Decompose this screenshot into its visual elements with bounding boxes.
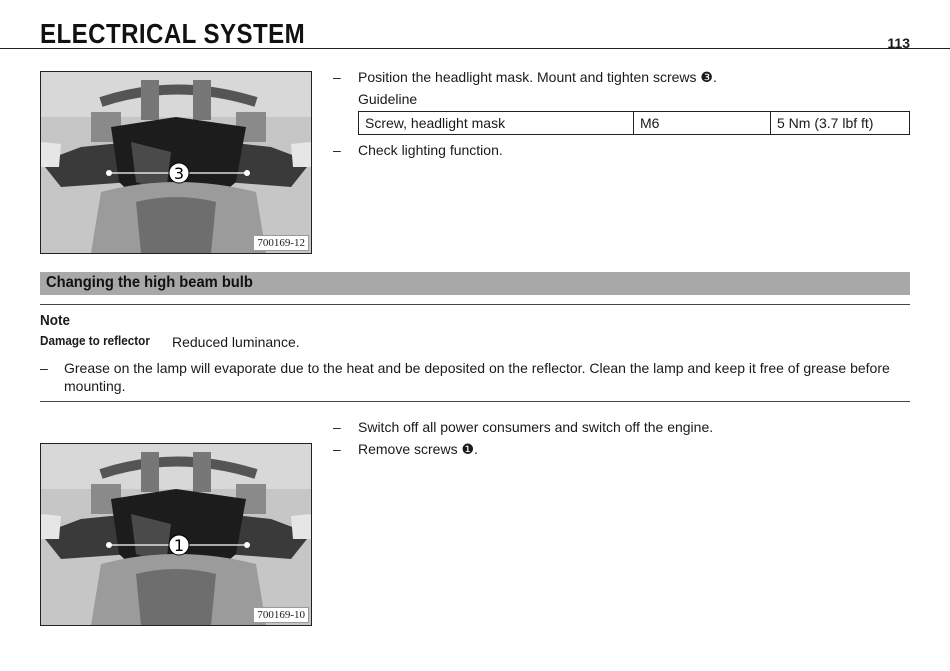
header-rule — [0, 48, 950, 49]
headlight-photo-1 — [40, 71, 312, 254]
step-position-mask-text — [358, 68, 717, 87]
figure-label: 700169-10 — [253, 607, 309, 623]
guideline-label: Guideline — [358, 91, 418, 107]
note-top-rule — [40, 304, 910, 305]
note-bottom-rule — [40, 401, 910, 402]
screw-reference-1: ❶ — [461, 442, 475, 458]
step-switch-off-dash: – — [333, 419, 341, 435]
headlight-illustration — [41, 444, 311, 625]
step-end: . — [474, 441, 478, 457]
step-dash: – — [333, 69, 341, 85]
step-remove-screws — [358, 440, 478, 459]
screw-reference-3: ❸ — [700, 70, 713, 86]
step-remove-dash: – — [333, 441, 341, 457]
step-text: Position the headlight mask. Mount and tighten screws — [358, 69, 697, 85]
callout-3: 3 — [173, 164, 185, 183]
step-check-dash: – — [333, 142, 341, 158]
figure-label: 700169-12 — [253, 235, 309, 251]
step-position-mask — [333, 68, 341, 86]
spec-item: Screw, headlight mask — [359, 112, 634, 135]
note-title: Note — [40, 312, 71, 329]
torque-spec-table — [358, 111, 910, 135]
step-text: Remove screws — [358, 441, 458, 457]
headlight-illustration — [41, 72, 311, 253]
headlight-photo-2 — [40, 443, 312, 626]
step-check-lighting: Check lighting function. — [358, 142, 503, 158]
step-end: . — [712, 69, 717, 85]
bullet-text: Grease on the lamp will evaporate due to the heat and be deposited on the reflector. Clean the lamp and keep it free of grease before mounting. — [64, 360, 890, 394]
section-header — [40, 272, 910, 295]
spec-thread: M6 — [634, 112, 771, 135]
callout-1: 1 — [173, 536, 185, 555]
page-number: 113 — [887, 35, 910, 51]
bullet-dash: – — [40, 360, 48, 376]
section-title: Changing the high beam bulb — [46, 274, 253, 291]
note-bullet — [40, 359, 910, 395]
table-row — [359, 112, 910, 135]
note-label: Damage to reflector — [40, 333, 150, 348]
spec-torque: 5 Nm (3.7 lbf ft) — [771, 112, 910, 135]
page-title: ELECTRICAL SYSTEM — [40, 18, 306, 49]
note-text: Reduced luminance. — [172, 334, 300, 350]
step-switch-off: Switch off all power consumers and switch off the engine. — [358, 419, 714, 435]
